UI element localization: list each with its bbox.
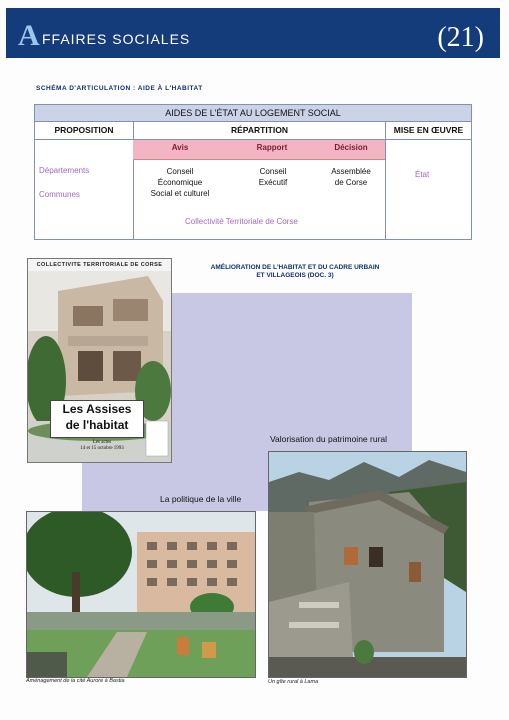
assises-cover-image [27, 258, 172, 463]
rapport-cell [243, 166, 303, 188]
cover-actes-line: Les actes [92, 440, 112, 445]
cover-title-line: Les Assises [62, 402, 132, 416]
avis-line: Social et culturel [150, 189, 210, 198]
col-repartition: RÉPARTITION [231, 125, 288, 135]
caption-ville: Aménagement de la cité Aurore à Bastia [26, 678, 125, 684]
header-logo-letter: A [18, 19, 40, 52]
cover-title-box [50, 400, 144, 438]
cite-aurore-photo [26, 511, 256, 678]
sub-rapport: Rapport [256, 143, 288, 152]
ctc-label: Collectivité Territoriale de Corse [185, 217, 298, 226]
cover-actes [72, 440, 132, 452]
etat-label: État [415, 170, 430, 179]
gite-rural-photo [268, 451, 467, 678]
col-mise-en-oeuvre: MISE EN ŒUVRE [393, 125, 464, 135]
aid-table [34, 104, 472, 240]
sub-avis: Avis [171, 143, 189, 152]
gite-rural-illustration [269, 452, 466, 677]
valorisation-title: Valorisation du patrimoine rural [270, 434, 388, 444]
cover-heading: COLLECTIVITE TERRITORIALE DE CORSE [28, 259, 171, 271]
decision-line: Assemblée [331, 167, 371, 176]
avis-line: Économique [157, 178, 203, 187]
sub-decision: Décision [334, 143, 368, 152]
page-number: (21) [437, 22, 484, 53]
departements-label: Départements [39, 166, 90, 175]
caption-rural: Un gîte rural à Lama [268, 679, 319, 685]
schema-title: SCHÉMA D'ARTICULATION : AIDE À L'HABITAT [36, 85, 203, 92]
avis-line: Conseil [166, 167, 194, 176]
cover-actes-line: 14 et 15 octobre 1993 [80, 446, 124, 451]
col-proposition: PROPOSITION [54, 125, 114, 135]
rapport-line: Exécutif [258, 178, 288, 187]
cover-title-line: de l'habitat [65, 418, 129, 432]
decision-line: de Corse [334, 178, 368, 187]
decision-cell [319, 166, 383, 188]
amelioration-title: AMÉLIORATION DE L'HABITAT ET DU CADRE URBAIN ET VILLAGEOIS (DOC. 3) [210, 264, 380, 279]
communes-label: Communes [39, 190, 80, 199]
cite-aurore-illustration [27, 512, 255, 677]
avis-cell [135, 166, 225, 199]
ville-title: La politique de la ville [160, 494, 242, 504]
header-title: FFAIRES SOCIALES [42, 31, 191, 47]
rapport-line: Conseil [259, 167, 287, 176]
header-bar [6, 8, 500, 58]
table-title: AIDES DE L'ÉTAT AU LOGEMENT SOCIAL [35, 105, 471, 122]
